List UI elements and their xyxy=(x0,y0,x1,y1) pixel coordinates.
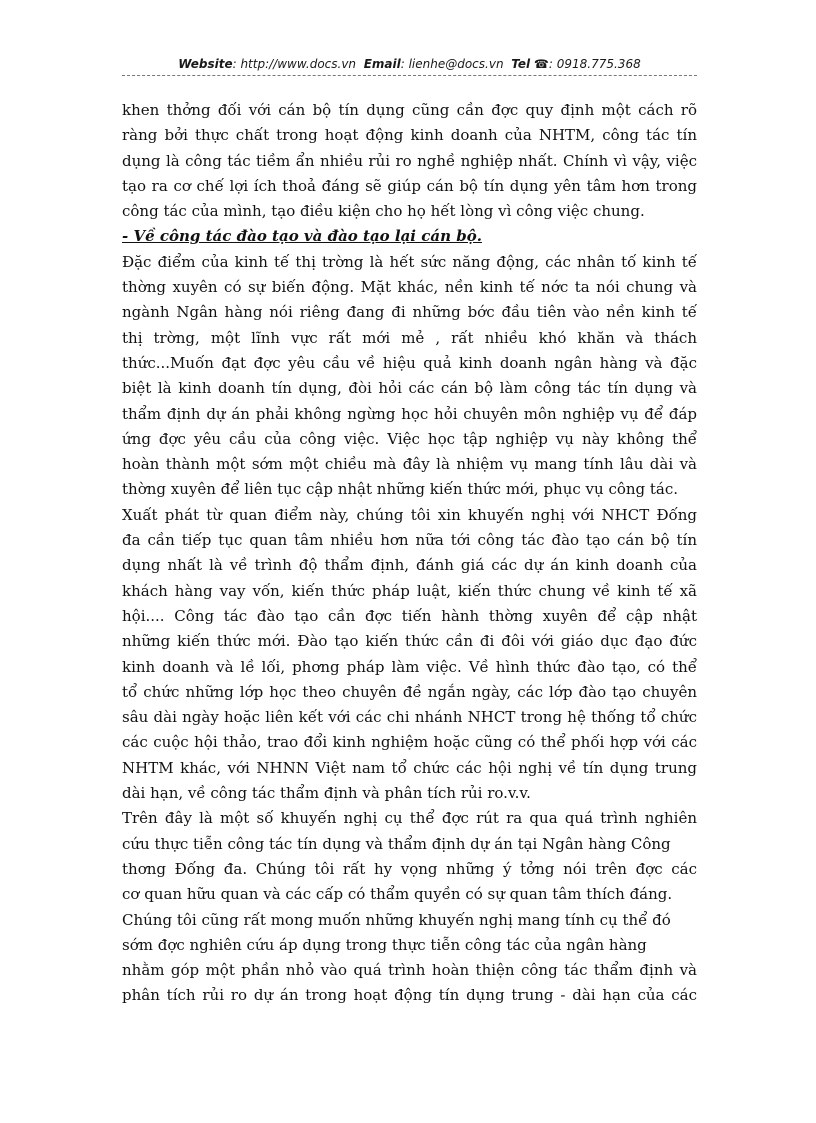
email-value: : lienhe@docs.vn xyxy=(400,57,504,71)
text-line: NHTM khác, với NHNN Việt nam tổ chức các hội nghị về tín dụng trung xyxy=(122,758,697,777)
text-line: thơng Đống đa. Chúng tôi rất hy vọng những ý tởng nói trên đợc các xyxy=(122,859,697,878)
text-line: dụng nhất là về trình độ thẩm định, đánh giá các dự án kinh doanh của xyxy=(122,556,697,575)
text-line: thị trờng, một lĩnh vực rất mới mẻ , rất nhiều khó khăn và thách xyxy=(122,328,697,347)
text-line: thờng xuyên có sự biến động. Mặt khác, nền kinh tế nớc ta nói chung và xyxy=(122,278,697,297)
text-line: sớm đợc nghiên cứu áp dụng trong thực tiễn công tác của ngân hàng xyxy=(122,935,647,954)
website-label: Website xyxy=(178,57,233,71)
text-line: cơ quan hữu quan và các cấp có thẩm quyền có sự quan tâm thích đáng. xyxy=(122,885,673,904)
phone-icon: ☎ xyxy=(533,57,549,71)
text-line: ứng đợc yêu cầu của công việc. Việc học tập nghiệp vụ này không thể xyxy=(122,429,697,448)
text-line: thẩm định dự án phải không ngừng học hỏi chuyên môn nghiệp vụ để đáp xyxy=(122,404,697,423)
text-line: khách hàng vay vốn, kiến thức pháp luật, kiến thức chung về kinh tế xã xyxy=(122,581,697,600)
text-line: Đặc điểm của kinh tế thị trờng là hết sức năng động, các nhân tố kinh tế xyxy=(122,252,697,271)
text-line: Trên đây là một số khuyến nghị cụ thể đợc rút ra qua quá trình nghiên xyxy=(122,809,697,828)
text-line: dài hạn, về công tác thẩm định và phân tích rủi ro.v.v. xyxy=(122,784,531,803)
text-line: thức...Muốn đạt đợc yêu cầu về hiệu quả kinh doanh ngân hàng và đặc xyxy=(122,353,697,372)
text-line: nhằm góp một phần nhỏ vào quá trình hoàn thiện công tác thẩm định và xyxy=(122,961,697,980)
text-line: công tác của mình, tạo điều kiện cho họ hết lòng vì công việc chung. xyxy=(122,202,645,221)
section-heading: - Về công tác đào tạo và đào tạo lại cán bộ. xyxy=(122,227,482,246)
text-line: cứu thực tiễn công tác tín dụng và thẩm định dự án tại Ngân hàng Công xyxy=(122,834,671,853)
text-line: dụng là công tác tiềm ẩn nhiều rủi ro nghề nghiệp nhất. Chính vì vậy, việc xyxy=(122,151,697,170)
tel-label: Tel xyxy=(511,57,531,71)
text-line: tạo ra cơ chế lợi ích thoả đáng sẽ giúp cán bộ tín dụng yên tâm hơn trong xyxy=(122,176,697,195)
text-line: các cuộc hội thảo, trao đổi kinh nghiệm hoặc cũng có thể phối hợp với các xyxy=(122,733,697,752)
text-line: ngành Ngân hàng nói riêng đang đi những bớc đầu tiên vào nền kinh tế xyxy=(122,303,697,322)
text-line: Chúng tôi cũng rất mong muốn những khuyến nghị mang tính cụ thể đó xyxy=(122,910,671,929)
text-line: biệt là kinh doanh tín dụng, đòi hỏi các cán bộ làm công tác tín dụng và xyxy=(122,379,697,398)
text-line: khen thởng đối với cán bộ tín dụng cũng cần đợc quy định một cách rõ xyxy=(122,101,697,119)
text-line: ràng bởi thực chất trong hoạt động kinh doanh của NHTM, công tác tín xyxy=(122,126,697,145)
tel-value: : 0918.775.368 xyxy=(548,57,641,71)
text-line: hội.... Công tác đào tạo cần đợc tiến hành thờng xuyên để cập nhật xyxy=(122,606,697,625)
text-line: những kiến thức mới. Đào tạo kiến thức cần đi đôi với giáo dục đạo đức xyxy=(122,632,697,651)
text-line: tổ chức những lớp học theo chuyên đề ngắn ngày, các lớp đào tạo chuyên xyxy=(122,682,697,701)
text-line: sâu dài ngày hoặc liên kết với các chi nhánh NHCT trong hệ thống tổ chức xyxy=(122,708,697,727)
website-value: : http://www.docs.vn xyxy=(232,57,357,71)
document-body xyxy=(122,98,697,1009)
text-line: thờng xuyên để liên tục cập nhật những kiến thức mới, phục vụ công tác. xyxy=(122,480,679,499)
text-line: Xuất phát từ quan điểm này, chúng tôi xin khuyến nghị với NHCT Đống xyxy=(122,505,697,524)
text-line: hoàn thành một sớm một chiều mà đây là nhiệm vụ mang tính lâu dài và xyxy=(122,455,697,474)
email-label: Email xyxy=(363,57,401,71)
text-line: kinh doanh và lề lối, phơng pháp làm việc. Về hình thức đào tạo, có thể xyxy=(122,657,697,676)
page-header xyxy=(122,57,697,71)
text-line: phân tích rủi ro dự án trong hoạt động tín dụng trung - dài hạn của các xyxy=(122,986,697,1005)
text-line: đa cần tiếp tục quan tâm nhiều hơn nữa tới công tác đào tạo cán bộ tín xyxy=(122,531,697,550)
header-divider xyxy=(122,75,697,76)
